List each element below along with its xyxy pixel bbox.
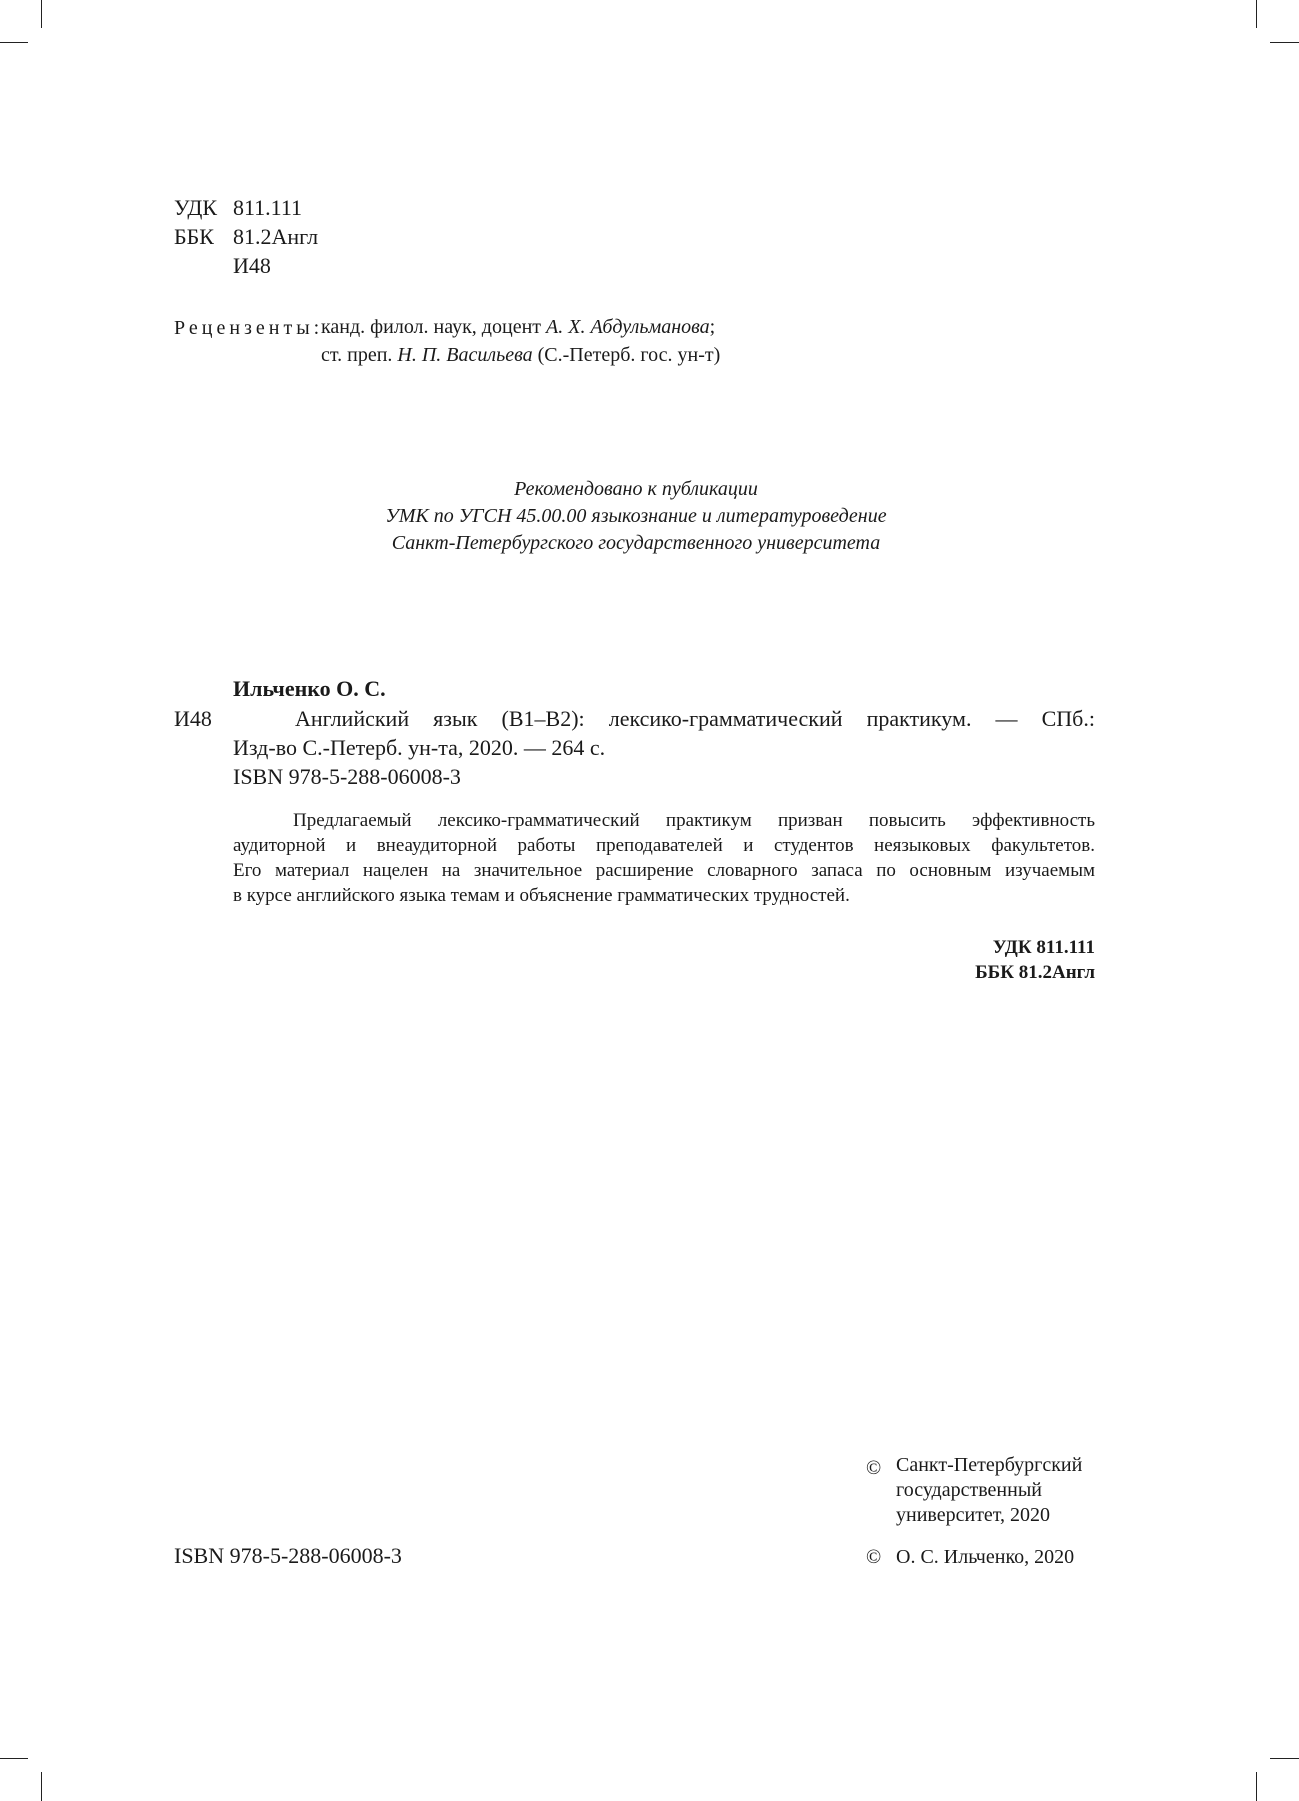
reviewer-2-post: (С.-Петерб. гос. ун-т) xyxy=(532,344,721,366)
bib-sign: И48 xyxy=(174,706,212,731)
reviewer-1 xyxy=(321,313,715,342)
crop-mark xyxy=(41,1772,42,1801)
reviewer-1-post: ; xyxy=(709,316,716,338)
crop-mark xyxy=(1270,42,1299,43)
recommendation-line: Рекомендовано к публикации xyxy=(514,478,758,500)
crop-mark xyxy=(0,1758,28,1759)
reviewer-1-name: А. Х. Абдульманова xyxy=(546,316,710,338)
abstract-line: в курсе английского языка темам и объяснение грамматических трудностей. xyxy=(233,885,850,906)
bib-author: Ильченко О. С. xyxy=(233,676,386,701)
author-sign: И48 xyxy=(233,253,271,278)
abstract-line: аудиторной и внеаудиторной работы преподавателей и студентов неязыковых факультетов. xyxy=(233,835,1095,856)
reviewers-label: Рецензенты: xyxy=(174,317,324,339)
bib-title-line: Английский язык (B1–B2): лексико-грамматический практикум. — СПб.: xyxy=(295,706,1095,731)
abstract-line: Предлагаемый лексико-грамматический практикум призван повысить эффективность xyxy=(293,810,1095,831)
crop-mark xyxy=(0,42,28,43)
copyright-holder-2: О. С. Ильченко, 2020 xyxy=(896,1546,1075,1568)
crop-mark xyxy=(1270,1758,1299,1759)
copyright-holder-line: государственный xyxy=(896,1479,1042,1501)
bbk-value: 81.2Англ xyxy=(233,224,319,249)
recommendation-line: УМК по УГСН 45.00.00 языкознание и литературоведение xyxy=(385,505,887,527)
footer-isbn: ISBN 978-5-288-06008-3 xyxy=(174,1543,402,1568)
udk-label: УДК xyxy=(174,195,218,220)
reviewer-2 xyxy=(321,341,720,370)
copyright-symbol: © xyxy=(866,1457,882,1479)
reviewer-2-pre: ст. преп. xyxy=(321,344,398,366)
crop-mark xyxy=(1256,1772,1257,1801)
bib-isbn: ISBN 978-5-288-06008-3 xyxy=(233,764,461,789)
reviewer-2-name: Н. П. Васильева xyxy=(397,344,533,366)
crop-mark xyxy=(1256,0,1257,28)
classification-udk: УДК 811.111 xyxy=(992,937,1095,958)
abstract-line: Его материал нацелен на значительное расширение словарного запаса по основным изучаемым xyxy=(233,860,1095,881)
bbk-label: ББК xyxy=(174,224,214,249)
copyright-symbol: © xyxy=(866,1546,882,1568)
bib-title-line: Изд-во С.-Петерб. ун-та, 2020. — 264 с. xyxy=(233,735,606,760)
crop-mark xyxy=(41,0,42,28)
copyright-holder-1 xyxy=(896,1453,1082,1528)
reviewer-1-pre: канд. филол. наук, доцент xyxy=(321,316,547,338)
classification-bbk: ББК 81.2Англ xyxy=(975,962,1095,983)
copyright-holder-line: Санкт-Петербургский xyxy=(896,1454,1083,1476)
recommendation-line: Санкт-Петербургского государственного университета xyxy=(391,532,881,554)
copyright-holder-line: университет, 2020 xyxy=(896,1504,1051,1526)
abstract xyxy=(233,808,1095,908)
udk-value: 811.111 xyxy=(233,195,303,220)
bib-title xyxy=(233,704,1095,762)
